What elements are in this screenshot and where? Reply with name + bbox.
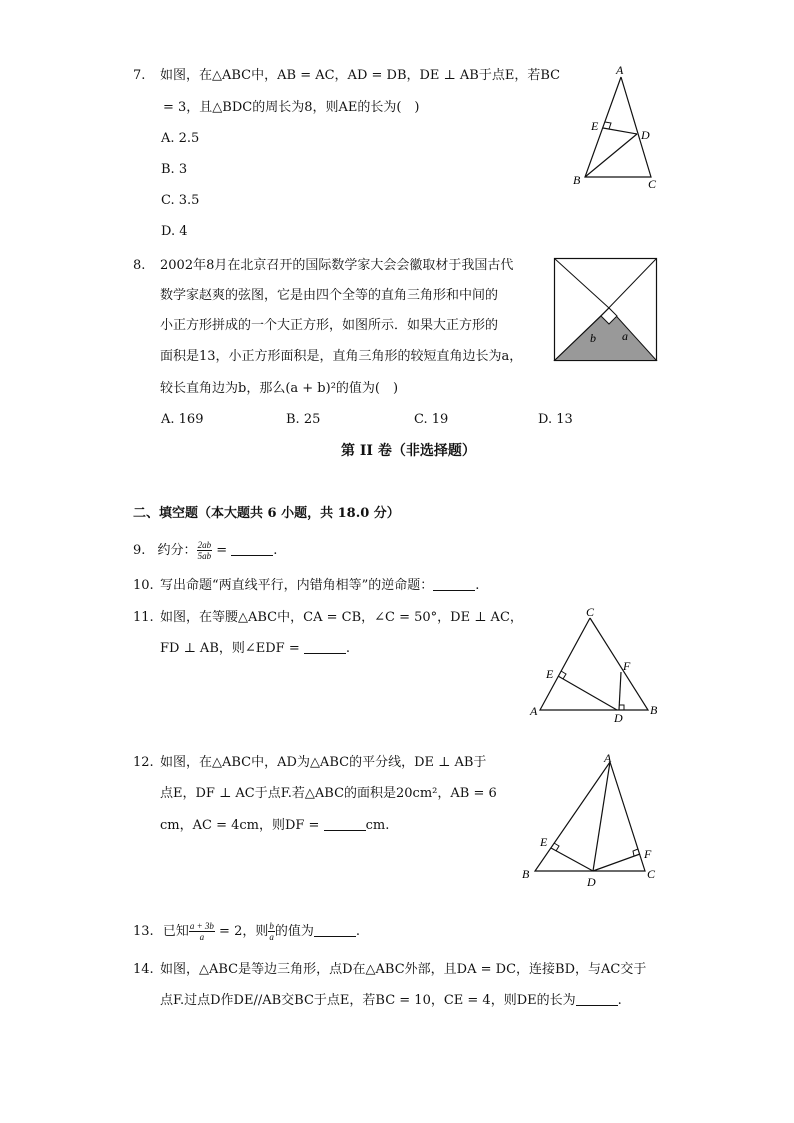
q12-answer-blank[interactable] [324,818,366,831]
q7-option-b: B. 3 [161,162,188,177]
q14-number: 14. [133,962,154,977]
q9-answer-blank[interactable] [231,543,273,556]
q11-label-c: C [586,605,595,619]
q7-number: 7. [133,68,146,83]
q13-end: . [355,924,361,939]
q10-answer-blank[interactable] [433,578,475,591]
q13-frac-denominator: a [199,932,205,942]
q8-stem-line5: 较长直角边为b，那么(a + b)²的值为( ) [160,381,399,396]
q12-stem-line2: 点E，DF ⊥ AC于点F.若△ABC的面积是20cm²，AB = 6 [160,786,497,801]
q11-label-d: D [614,711,623,725]
q8-number: 8. [133,258,146,273]
q14-stem-line2 [160,993,622,1009]
q12-triangle-figure [518,750,668,890]
q13-mid: = 2，则 [214,924,269,939]
q12-line3-text: cm，AC = 4cm，则DF = [160,818,324,833]
q11-label-f: F [623,659,631,673]
q7-stem-line1: 如图，在△ABC中，AB = AC，AD = DB，DE ⊥ AB于点E，若BC [160,68,561,83]
q8-stem-line3: 小正方形拼成的一个大正方形，如图所示．如果大正方形的 [160,318,499,333]
q7-option-a: A. 2.5 [161,131,200,146]
q8-option-a: A. 169 [161,412,204,427]
q13-frac-numerator: a + 3b [189,921,214,931]
q7-option-d: D. 4 [161,224,188,239]
q13-suffix: 的值为 [274,924,314,939]
q14-answer-blank[interactable] [576,993,618,1006]
q9-number: 9. [133,543,146,558]
q13-frac2-denominator: a [269,932,274,942]
q8-option-b: B. 25 [286,412,321,427]
q11-label-e: E [546,667,554,681]
q11-number: 11. [133,610,154,625]
q12-number: 12. [133,755,154,770]
q9-frac-denominator: 5ab [197,551,212,561]
part2-title: 第 II 卷（非选择题） [341,443,476,459]
q8-label-a: a [622,329,628,343]
q12-line3-unit: cm. [365,818,390,833]
q8-zhao-shuang-figure [554,258,658,362]
q12-label-e: E [540,835,548,849]
q7-stem-line2: = 3，且△BDC的周长为8，则AE的长为( ) [163,100,420,115]
q12-label-f: F [644,847,652,861]
q13-line [133,920,360,944]
q11-answer-blank[interactable] [304,641,346,654]
q9-prefix: 约分： [157,543,197,558]
q11-line2-text: FD ⊥ AB，则∠EDF = [160,641,304,656]
q8-label-b: b [590,331,596,345]
q7-label-d: D [641,128,650,142]
q7-triangle-figure [570,62,670,192]
q9-fraction [197,540,213,561]
q14-line2-text: 点F.过点D作DE//AB交BC于点E，若BC = 10，CE = 4，则DE的长为 [160,993,576,1008]
q7-label-c: C [648,177,657,191]
q12-label-a: A [604,751,612,765]
q12-stem-line1: 如图，在△ABC中，AD为△ABC的平分线，DE ⊥ AB于 [160,755,487,770]
q11-end: . [345,641,350,656]
q13-answer-blank[interactable] [314,924,356,937]
q9-line: 9. 约分： $\frac{2ab}{5ab}$ = . [133,540,278,561]
q11-triangle-figure [528,604,663,724]
q12-label-d: D [587,875,596,889]
q11-label-a: A [530,704,538,718]
q7-label-a: A [616,63,624,77]
q14-stem-line1: 如图，△ABC是等边三角形，点D在△ABC外部，且DA = DC，连接BD，与AC交于 [160,962,647,977]
q11-stem-line2 [160,641,350,657]
q14-end: . [617,993,622,1008]
q8-stem-line2: 数学家赵爽的弦图，它是由四个全等的直角三角形和中间的 [160,288,499,303]
q11-label-b: B [650,703,658,717]
q7-option-c: C. 3.5 [161,193,200,208]
q12-stem-line3 [160,818,389,834]
q10-line [160,578,479,594]
q9-suffix: = [212,543,232,558]
q8-stem-line4: 面积是13，小正方形面积是，直角三角形的较短直角边长为a， [160,349,523,364]
q13-fraction [189,921,215,942]
q9-frac-numerator: 2ab [197,540,212,550]
q7-label-b: B [573,173,581,187]
q12-label-b: B [522,867,530,881]
q12-label-c: C [647,867,656,881]
q13-prefix: 已知 [162,924,189,939]
q10-text: 写出命题“两直线平行，内错角相等”的逆命题： [160,578,434,593]
section2-heading: 二、填空题（本大题共 6 小题，共 18.0 分） [133,506,400,521]
q13-frac2-numerator: b [269,921,274,931]
q11-stem-line1: 如图，在等腰△ABC中，CA = CB，∠C = 50°，DE ⊥ AC， [160,610,523,625]
q7-label-e: E [591,119,599,133]
q10-end: . [475,578,480,593]
q8-option-d: D. 13 [538,412,573,427]
q10-number: 10. [133,578,154,593]
q8-stem-line1: 2002年8月在北京召开的国际数学家大会会徽取材于我国古代 [160,258,514,273]
q8-option-c: C. 19 [414,412,449,427]
q13-number: 13. [133,924,154,939]
